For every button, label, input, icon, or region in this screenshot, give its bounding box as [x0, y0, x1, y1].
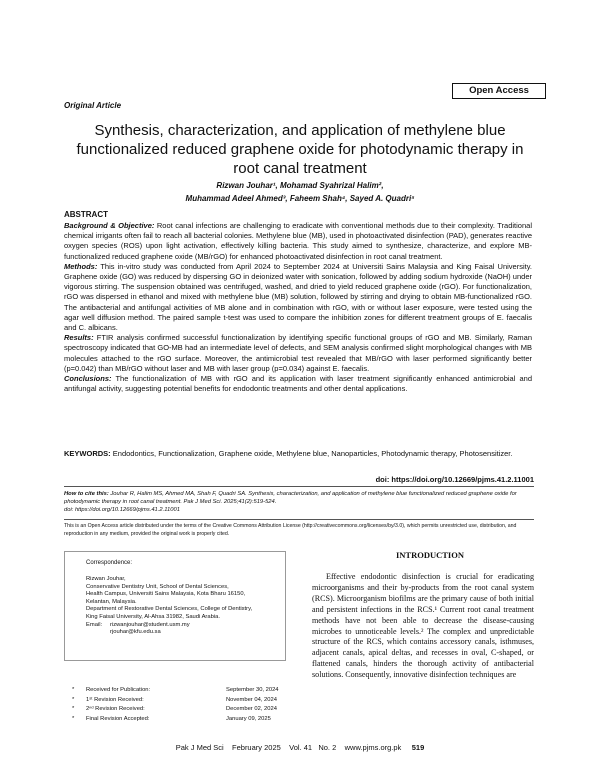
keywords-text: Endodontics, Functionalization, Graphene oxide, Methylene blue, Nanoparticles, Photodynamic therapy, Photosensitizer. — [112, 449, 513, 458]
abstract-background — [64, 221, 532, 262]
divider — [64, 519, 534, 520]
background-label: Background & Objective: — [64, 221, 155, 230]
results-text: FTIR analysis confirmed successful functionalization by identifying specific functional groups of rGO and MB. Similarly, Raman spectroscopy indicated that GO-MB had an intermediate level of defects, and SEM analysis confirmed slight morphological changes with MB molecules attached to the rGO surface. Moreover, the antimicrobial test revealed that MB/rGO with laser performed significantly better (p=0.042) than MB/rGO without laser and MB with laser group (p=0.034) against E. faecalis. — [64, 333, 532, 373]
bullet: * — [72, 696, 75, 703]
introduction-text: Effective endodontic disinfection is crucial for eradicating microorganisms and their by-products from the root canal system (RCS). Microorganism biofilms are the primary cause of both initial and persistent infections in the RCS.¹ Current root canal treatment methods have not been able to decrease the disease-causing microbes to unnoticeable levels.² The complex and unpredictable structure of the RCS, which contains accessory canals, isthmuses, adjacent canals, apical deltas, and recesses in oval, C-shaped, or flattened canals, hinders the thorough activity of antibacterial solutions. Consequently, innovative disinfection techniques are — [312, 572, 534, 680]
abstract-heading: ABSTRACT — [64, 210, 108, 219]
bullet: * — [72, 715, 75, 722]
correspondence-line: Conservative Dentistry Unit, School of Dental Sciences, — [86, 583, 229, 590]
open-access-badge: Open Access — [452, 83, 546, 99]
date-label: Received for Publication: — [86, 687, 151, 693]
methods-label: Methods: — [64, 261, 98, 271]
license-notice: This is an Open Access article distributed under the terms of the Creative Commons Attribution License (http://creativecommons.org/licenses/by/3.0), which permits unrestricted use, distribution, and reproduction in any medium, provided the original work is properly cited. — [64, 523, 517, 537]
date-row — [72, 715, 282, 725]
date-row — [72, 686, 282, 696]
authors — [70, 180, 530, 205]
abstract-body — [64, 221, 532, 394]
authors-line-2: Muhammad Adeel Ahmed³, Faheem Shah⁴, Sayed A. Quadri⁵ — [185, 193, 415, 203]
page-footer — [0, 743, 600, 752]
results-label: Results: — [64, 333, 94, 343]
correspondence-name: Rizwan Jouhar, — [86, 576, 126, 582]
background-text: Root canal infections are challenging to eradicate with conventional methods due to their complexity. Traditional chemical irrigants often fail to reach all bacterial colonies. Methylene blue (MB), used in photoactivated disinfection (PAD), generates reactive oxygen species (ROS) upon light activation, effectively killing bacteria. This study aimed to synthesize, characterize, and explore MB-functionalized reduced graphene oxide (MB/rGO) for enhanced photoactivated disinfection in root canal treatment. — [64, 221, 532, 261]
date-value: September 30, 2024 — [226, 687, 279, 693]
correspondence-line: Department of Restorative Dental Sciences, College of Dentistry, — [86, 606, 253, 613]
introduction-heading: INTRODUCTION — [395, 550, 464, 560]
abstract-conclusions — [64, 374, 532, 394]
email-address[interactable]: rjouhar@kfu.edu.sa — [110, 629, 161, 636]
email-address[interactable]: rizwanjouhar@student.usm.my — [110, 621, 190, 628]
keywords — [64, 449, 532, 459]
how-to-cite — [64, 490, 534, 515]
article-type: Original Article — [64, 101, 122, 110]
doi-link[interactable]: doi: https://doi.org/10.12669/pjms.41.2.11001 — [375, 475, 534, 484]
divider — [64, 486, 534, 487]
date-row — [72, 705, 282, 715]
page-number: 519 — [411, 743, 425, 752]
date-label: 2ⁿᵈ Revision Received: — [86, 706, 145, 712]
correspondence-line: Health Campus, Universiti Sains Malaysia, Kota Bharu 16150, — [86, 591, 246, 598]
date-label: Final Revision Accepted: — [86, 715, 150, 722]
footer-volume: Vol. 41 — [289, 743, 313, 752]
date-label: 1ˢᵗ Revision Received: — [86, 696, 144, 703]
keywords-label: KEYWORDS: — [64, 449, 111, 458]
how-to-cite-doi[interactable]: doi: https://doi.org/10.12669/pjms.41.2.11001 — [64, 507, 180, 514]
bullet: * — [72, 687, 75, 693]
authors-line-1: Rizwan Jouhar¹, Mohamad Syahrizal Halim², — [216, 181, 384, 190]
publication-dates — [72, 686, 282, 724]
how-to-cite-label: How to cite this: — [64, 491, 109, 497]
paper-title: Synthesis, characterization, and application of methylene blue functionalized reduced graphene oxide for photodynamic therapy in root canal treatment — [76, 122, 524, 177]
email-row — [86, 629, 282, 637]
date-value: November 04, 2024 — [226, 696, 277, 703]
correspondence-line: King Faisal University, Al-Ahsa 31982, Saudi Arabia. — [86, 613, 220, 620]
methods-text: This in-vitro study was conducted from April 2024 to September 2024 at Universiti Sains Malaysia and King Faisal University. Graphene oxide (GO) was reduced by dispersing GO in deionized water with sonication, followed by adding sodium hydroxide (NaOH) under vigorous stirring. The suspension obtained was centrifuged, washed, and dried to yield reduced graphene oxide (rGO). For functionalization, rGO was dispersed in ethanol and mixed with methylene blue (MB) solution, followed by stirring and drying to obtain MB-functionalized rGO. The antibacterial and antifungal activities of MB alone and in combination with rGO, with or without laser exposure, were tested using the agar well diffusion method. The paired sample t-test was used to compare the inhibition zones for different treatment groups of E. faecalis and C. albicans. — [64, 261, 532, 333]
footer-journal: Pak J Med Sci — [175, 743, 224, 752]
email-spacer — [86, 629, 110, 637]
bullet: * — [72, 706, 75, 712]
email-row — [86, 622, 282, 630]
footer-month: February 2025 — [232, 743, 281, 752]
correspondence-line: Kelantan, Malaysia. — [86, 598, 137, 605]
date-value: December 02, 2024 — [226, 706, 277, 712]
conclusions-label: Conclusions: — [64, 374, 112, 384]
footer-website[interactable]: www.pjms.org.pk — [344, 743, 402, 752]
abstract-results — [64, 333, 532, 374]
how-to-cite-text: Jouhar R, Halim MS, Ahmed MA, Shah F, Quadri SA. Synthesis, characterization, and application of methylene blue functionalized reduced graphene oxide for photodynamic therapy in root canal treatment. Pak J Med Sci. 2025;41(2):519-524. — [64, 491, 517, 506]
correspondence-label: Correspondence: — [86, 560, 133, 566]
date-row — [72, 696, 282, 706]
conclusions-text: The functionalization of MB with rGO and its application with laser treatment significantly enhanced antimicrobial and antifungal activity, suggesting potential benefits for endodontic treatments and other dental applications. — [64, 374, 532, 394]
email-label: Email: — [86, 621, 103, 628]
correspondence-details — [86, 576, 282, 637]
abstract-methods — [64, 262, 532, 333]
date-value: January 09, 2025 — [226, 715, 271, 722]
footer-number: No. 2 — [318, 743, 337, 752]
